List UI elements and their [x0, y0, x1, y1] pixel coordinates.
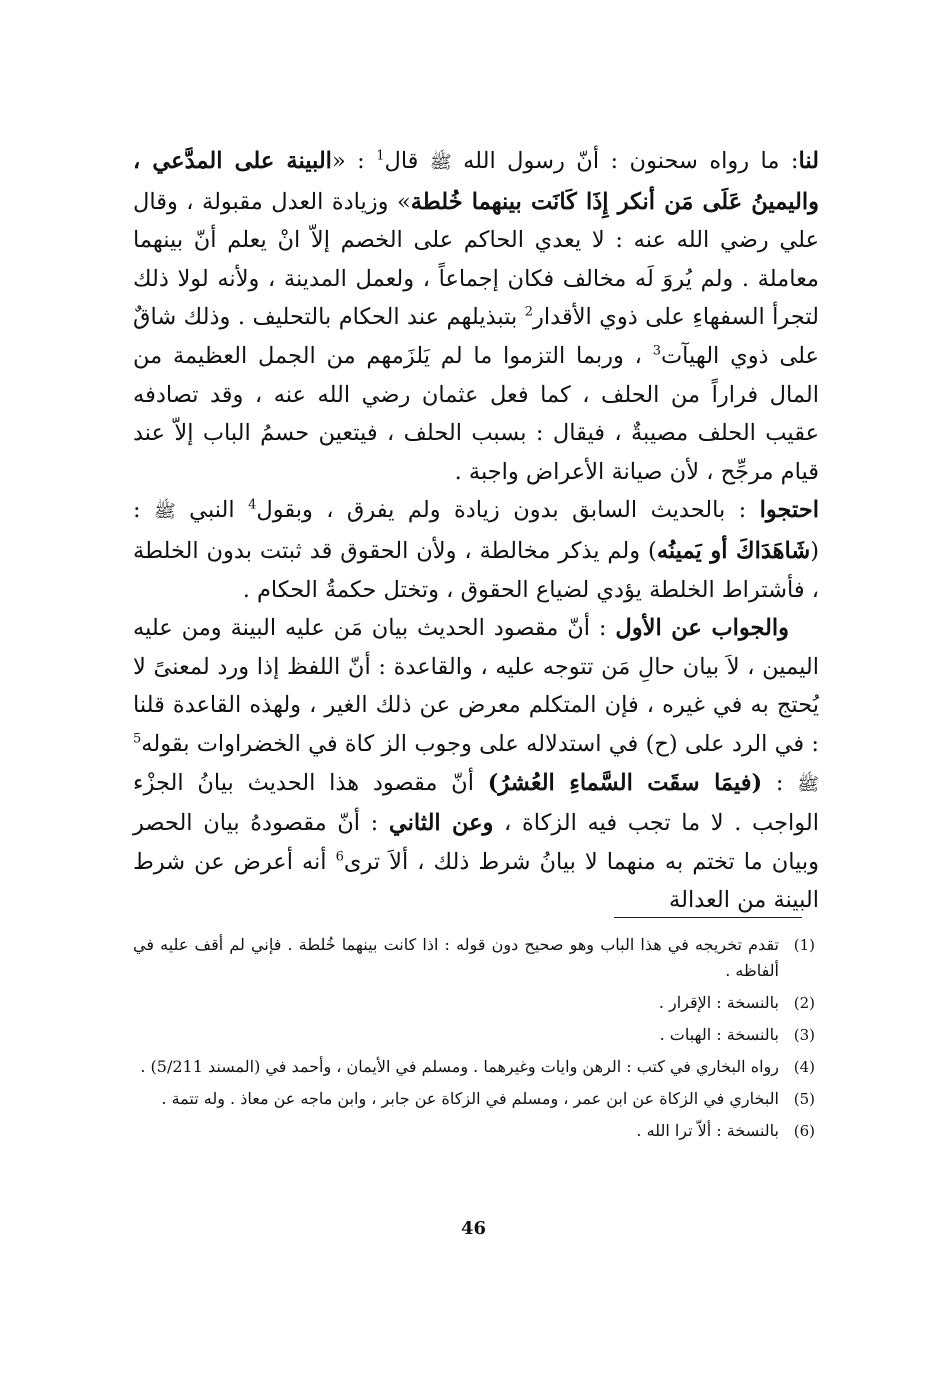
footnote-ref[interactable]: 3 [652, 343, 661, 359]
salla-glyph: ﷺ [154, 501, 176, 523]
footnote-number: (3) [793, 1026, 815, 1044]
text-segment: : ( [133, 497, 820, 564]
text-segment: : أنّ مقصودهُ بيان الحصر وبيان ما تختم به منهما لا بيانُ شرط ذلك ، ألاَ ترى [133, 810, 820, 875]
footnote-item [133, 1022, 815, 1048]
footnote-ref[interactable]: 2 [524, 304, 534, 320]
text-segment: : بالحديث السابق بدون زيادة ولم يفرق ، وبقول [256, 497, 760, 524]
lead-word: لنا [798, 148, 819, 174]
footnote-number: (5) [793, 1090, 815, 1108]
paragraph-1 [133, 142, 819, 491]
salla-glyph: ﷺ [429, 152, 452, 173]
footnote-ref[interactable]: 4 [248, 497, 257, 513]
main-text [133, 142, 819, 920]
text-segment: : « [331, 148, 377, 174]
paragraph-3 [133, 609, 819, 920]
text-segment: : أنّ مقصود الحديث بيان مَن عليه البينة ومن عليه اليمين ، لاَ بيان حالِ مَن تتوجه عليه ، والقاعدة : أنّ اللفظ إذا ورد لمعنىً لا يُحتج به في غيره ، فإن المتكلم معرض عن ذلك الغير ، ولهذه القاعدة قلنا : في الرد على (ح) في استدلاله على وجوب الز كاة في الخضراوات بقوله [133, 615, 819, 757]
page-number: 46 [460, 1218, 487, 1239]
footnote-divider [614, 917, 802, 918]
paragraph-2 [133, 491, 819, 609]
footnote-item [133, 1118, 815, 1144]
text-segment: » وزيادة العدل مقبولة ، وقال علي رضي الله عنه : لا يعدي الحاكم على الخصم إلاّ انْ يعلم أنّ بينهما معاملة . ولم يُروَ لَه مخالف فكان إجماعاً ، ولعمل المدينة ، ولأنه لولا ذلك لتجرأ السفهاءِ على ذوي الأقدار [133, 188, 819, 331]
hadith-quote: شَاهَدَاكَ أو يَمينُه [656, 537, 811, 564]
footnote-item [133, 932, 815, 984]
text-segment: بتبذيلهم عند الحكام بالتحليف . وذلك شاقٌ على ذوي الهيآت [133, 304, 819, 369]
footnote-text: بالنسخة : ألاّ ترا الله . [636, 1121, 779, 1140]
footnote-ref[interactable]: 6 [335, 849, 344, 865]
lead-word: احتجوا [759, 497, 820, 524]
footnote-text: البخاري في الزكاة عن ابن عمر ، ومسلم في الزكاة عن جابر ، وابن ماجه عن معاذ . وله تتمة . [161, 1089, 779, 1108]
text-segment: : [762, 769, 798, 796]
text-segment: ) ولم يذكر مخالطة ، ولأن الحقوق قد ثبتت بدون الخلطة ، فأشتراط الخلطة يؤدي لضياع الحقوق ، وتختل حكمةُ الحكام . [133, 537, 819, 603]
text-segment: ، وربما التزموا ما لم يَلزَمهم من الجمل العظيمة من المال فراراً من الحلف ، كما فعل عثمان رضي الله عنه ، وقد تصادفه عقيب الحلف مصيبةٌ ، فيقال : بسبب الحلف ، فيتعين حسمُ الباب إلاّ عند قيام مرجِّح ، لأن صيانة الأعراض واجبة . [133, 342, 819, 485]
footnote-item [133, 1054, 815, 1080]
footnote-number: (1) [793, 936, 815, 954]
footnote-text: بالنسخة : الهبات . [659, 1025, 779, 1044]
footnote-text: بالنسخة : الإقرار . [658, 993, 779, 1012]
footnote-number: (4) [793, 1058, 815, 1076]
hadith-quote: (فيمَا سقَت السَّماءِ العُشرُ) [487, 769, 763, 796]
lead-word: والجواب عن الأول [615, 615, 789, 642]
footnote-ref[interactable]: 1 [376, 148, 385, 164]
footnote-number: (2) [793, 994, 815, 1012]
text-segment: : ما رواه سحنون : أنّ رسول الله [451, 148, 799, 174]
footnote-item [133, 990, 815, 1016]
footnote-text: تقدم تخريجه في هذا الباب وهو صحيح دون قوله : اذا كانت بينهما خُلطة . فإني لم أقف عليه في ألفاظه . [133, 935, 779, 980]
footnote-text: رواه البخاري في كتب : الرهن وايات وغيرهما . ومسلم في الأيمان ، وأحمد في (المسند 5/211) . [140, 1057, 779, 1076]
salla-glyph: ﷺ [797, 773, 819, 795]
text-segment: النبي [175, 497, 249, 524]
text-segment: قال [384, 148, 430, 174]
footnote-item [133, 1086, 815, 1112]
footnote-number: (6) [793, 1122, 815, 1140]
footnote-ref[interactable]: 5 [133, 731, 142, 747]
lead-word: وعن الثاني [388, 810, 494, 837]
footnotes [133, 932, 815, 1150]
text-segment: أنّ مقصود هذا الحديث بيانُ الجزْء الواجب . لا ما تجب فيه الزكاة ، [133, 769, 820, 837]
hadith-quote: البينة على المدَّعي ، واليمينُ عَلَى مَن أنكر إِذَا كَانَت بينهما خُلطة [133, 148, 819, 215]
text-segment: أنه أعرض عن شرط البينة من العدالة [133, 848, 819, 914]
